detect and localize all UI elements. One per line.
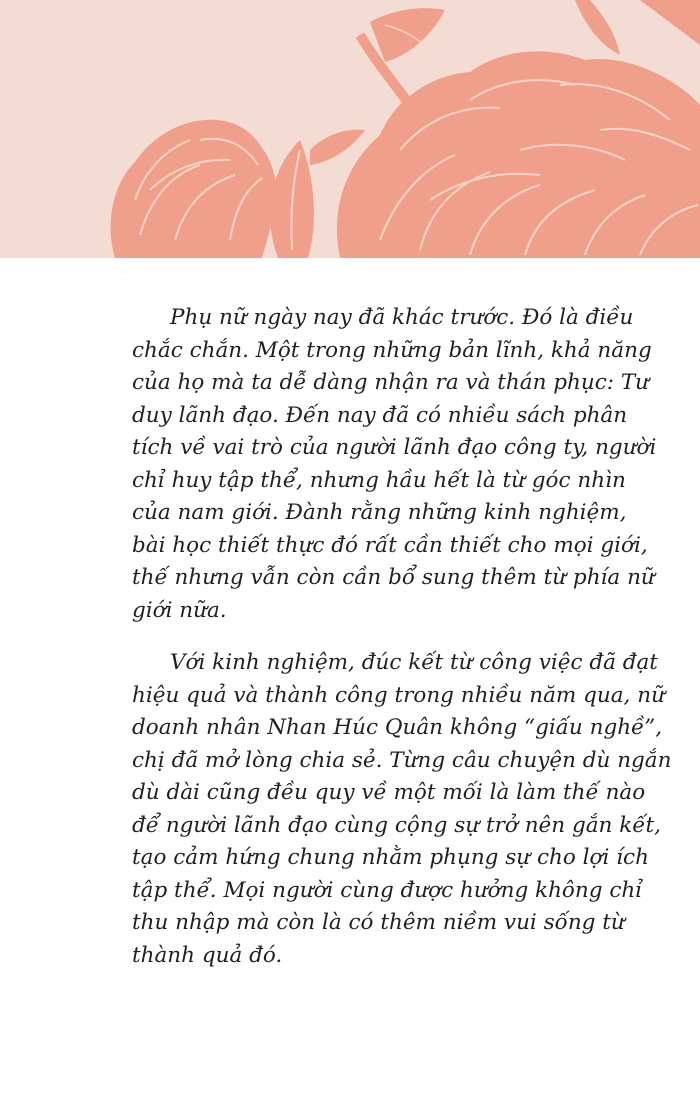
header-banner xyxy=(0,0,700,258)
text-line: duy lãnh đạo. Đến nay đã có nhiều sách phân xyxy=(132,402,628,428)
text-line: thế nhưng vẫn còn cần bổ sung thêm từ phía nữ xyxy=(132,565,655,590)
text-line: của họ mà ta dễ dàng nhận ra và thán phục: Tư xyxy=(132,370,650,395)
body-text xyxy=(132,302,672,972)
paragraph-2 xyxy=(132,647,672,972)
paragraph-gap xyxy=(132,627,672,647)
peony-flowers-illustration xyxy=(0,0,700,258)
text-line: dù dài cũng đều quy về một mối là làm thế nào xyxy=(132,780,646,805)
text-line: để người lãnh đạo cùng cộng sự trở nên gắn kết, xyxy=(132,812,661,838)
text-line: hiệu quả và thành công trong nhiều năm qua, nữ xyxy=(132,682,665,708)
text-line: thu nhập mà còn là có thêm niềm vui sống từ xyxy=(132,910,625,935)
text-line: doanh nhân Nhan Húc Quân không “giấu nghề”, xyxy=(132,715,663,740)
left-peony xyxy=(111,120,277,258)
text-line: Phụ nữ ngày nay đã khác trước. Đó là điều xyxy=(170,305,634,330)
text-line: của nam giới. Đành rằng những kinh nghiệm, xyxy=(132,500,627,525)
text-line: Với kinh nghiệm, đúc kết từ công việc đã đạt xyxy=(170,650,658,675)
right-peony xyxy=(337,0,700,258)
text-line: chỉ huy tập thể, nhưng hầu hết là từ góc nhìn xyxy=(132,467,626,493)
text-line: tích về vai trò của người lãnh đạo công ty, người xyxy=(132,435,657,460)
text-line: chị đã mở lòng chia sẻ. Từng câu chuyện dù ngắn xyxy=(132,747,672,773)
text-line: tập thể. Mọi người cùng được hưởng không chỉ xyxy=(132,877,643,903)
text-line: tạo cảm hứng chung nhằm phụng sự cho lợi ích xyxy=(132,845,649,870)
text-line: thành quả đó. xyxy=(132,942,283,968)
text-line: bài học thiết thực đó rất cần thiết cho mọi giới, xyxy=(132,532,648,558)
paragraph-1 xyxy=(132,302,672,627)
text-line: giới nữa. xyxy=(132,597,227,623)
text-line: chắc chắn. Một trong những bản lĩnh, khả năng xyxy=(132,337,652,363)
